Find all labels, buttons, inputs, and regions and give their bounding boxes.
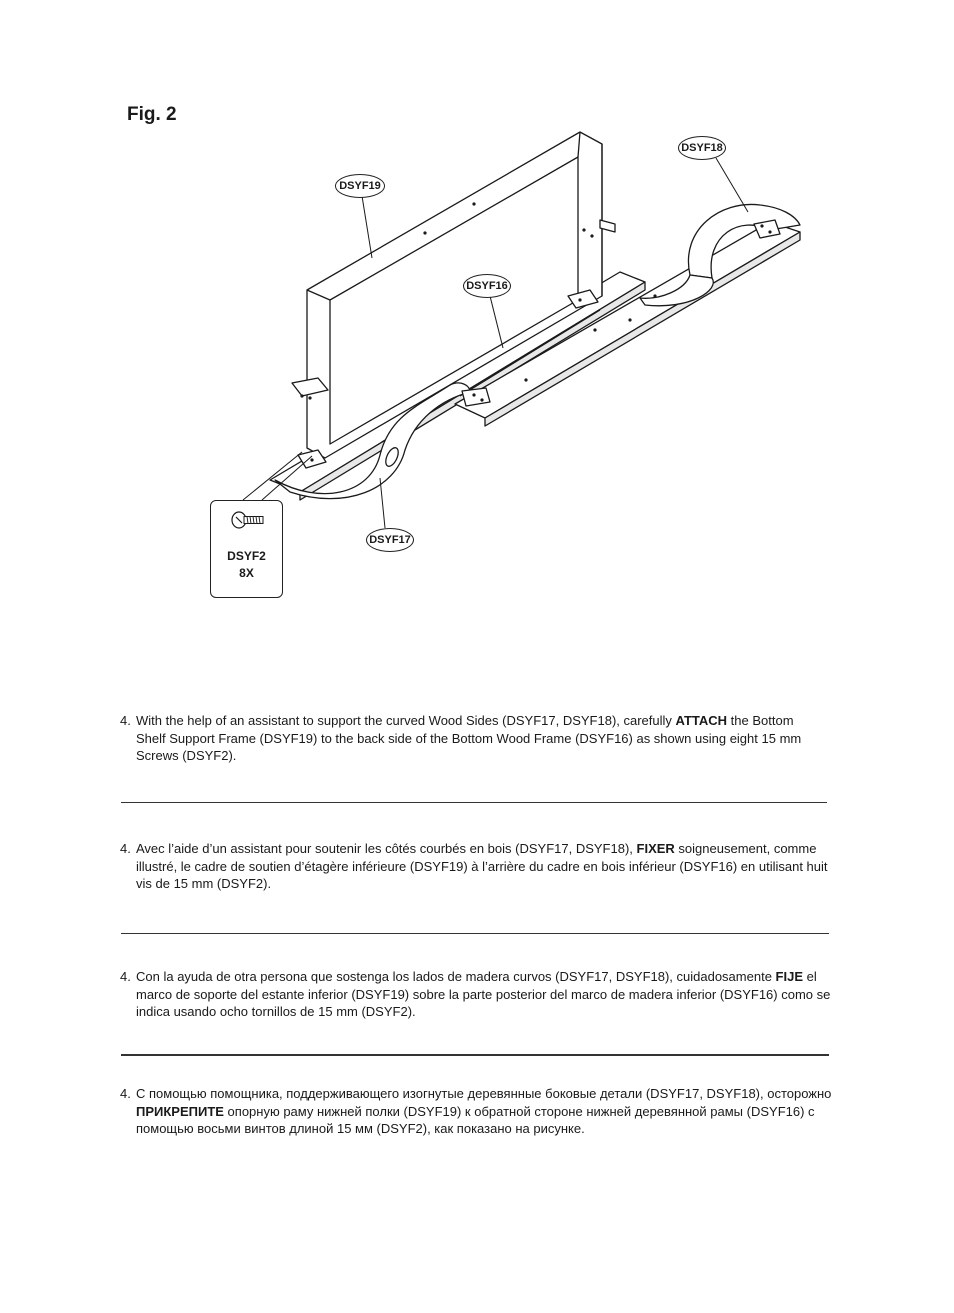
figure-title: Fig. 2 [127,104,177,125]
callout-dsyf17: DSYF17 [366,528,414,552]
hardware-quantity: 8X [239,566,254,580]
divider [121,933,829,934]
screw-icon [229,510,269,530]
callout-dsyf19: DSYF19 [335,174,385,198]
instruction-es: 4. Con la ayuda de otra persona que sostenga los lados de madera curvos (DSYF17, DSYF18), cuidadosamente FIJE el marco de soporte del estante inferior (DSYF19) sobre la parte posterior del marco de madera inferior (DSYF16) como se indica usando ocho tornillos de 15 mm (DSYF2). [120,969,831,1019]
instruction-fr: 4. Avec l’aide d’un assistant pour soutenir les côtés courbés en bois (DSYF17, DSYF18), FIXER soigneusement, comme illustré, le cadre de soutien d’étagère inférieure (DSYF19) à l’arrière du cadre en bois inférieur (DSYF16) en utilisant huit vis de 15 mm (DSYF2). [120,841,828,891]
callout-dsyf18: DSYF18 [678,136,726,160]
hardware-box [210,500,283,598]
callout-dsyf16: DSYF16 [463,274,511,298]
divider [121,802,827,803]
instruction-ru: 4. С помощью помощника, поддерживающего изогнутые деревянные боковые детали (DSYF17, DSYF18), осторожно ПРИКРЕПИТЕ опорную раму нижней полки (DSYF19) к обратной стороне нижней деревянной рамы (DSYF16) с помощью восьми винтов длиной 15 мм (DSYF2), как показано на рисунке. [120,1086,832,1136]
hardware-part: DSYF2 [227,549,266,563]
instruction-en: 4. With the help of an assistant to support the curved Wood Sides (DSYF17, DSYF18), carefully ATTACH the Bottom Shelf Support Frame (DSYF19) to the back side of the Bottom Wood Frame (DSYF16) as shown using eight 15 mm Screws (DSYF2). [120,713,802,763]
assembly-diagram [0,0,954,640]
divider [121,1054,829,1056]
